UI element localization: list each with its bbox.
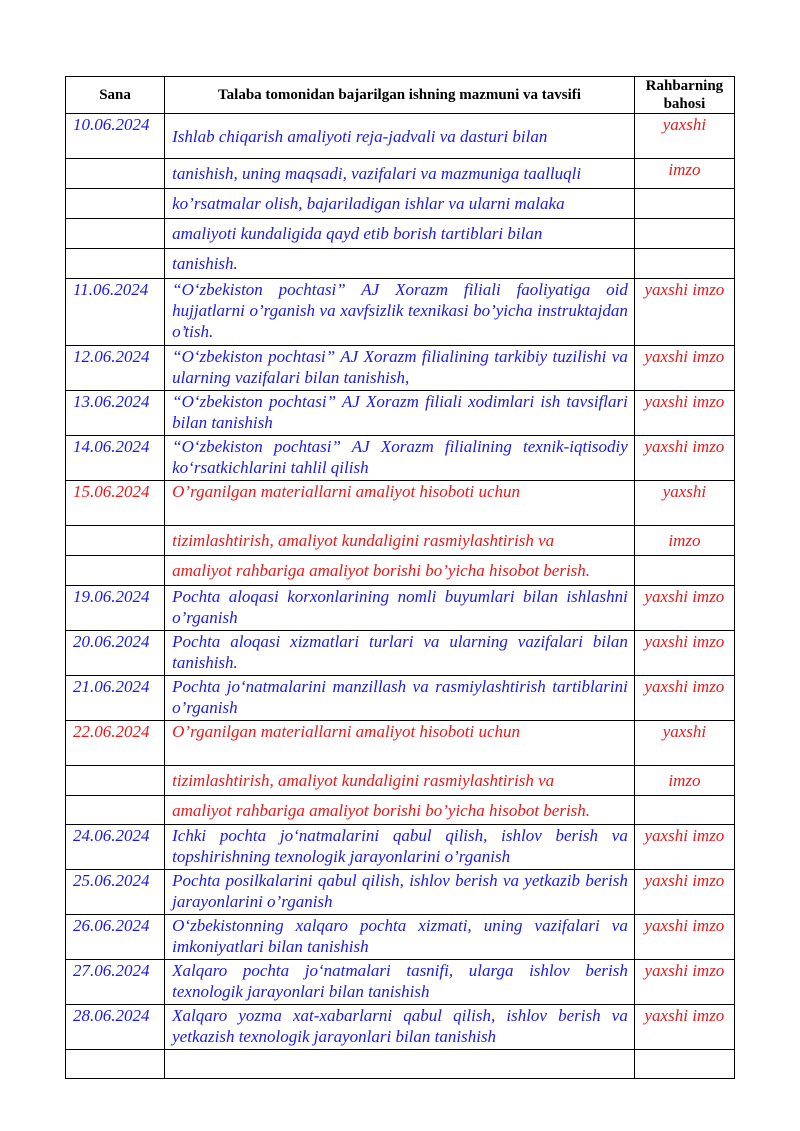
table-row	[66, 391, 735, 436]
header-grade: Rahbarning bahosi	[634, 77, 734, 114]
row-date: 24.06.2024	[66, 825, 165, 870]
row-work: Xalqaro pochta jo‘natmalari tasnifi, ularga ishlov berish texnologik jarayonlari bilan tanishish	[165, 960, 635, 1005]
table-row	[66, 915, 735, 960]
row-work: tanishish, uning maqsadi, vazifalari va mazmuniga taalluqli	[165, 159, 635, 189]
row-date	[66, 556, 165, 586]
row-grade: yaxshi imzo	[634, 915, 734, 960]
header-date: Sana	[66, 77, 165, 114]
table-row	[66, 279, 735, 346]
table-row	[66, 114, 735, 159]
row-grade: yaxshi	[634, 721, 734, 766]
header-work: Talaba tomonidan bajarilgan ishning mazmuni va tavsifi	[165, 77, 635, 114]
row-grade: yaxshi imzo	[634, 279, 734, 346]
row-grade	[634, 219, 734, 249]
row-date: 28.06.2024	[66, 1005, 165, 1050]
table-row	[66, 870, 735, 915]
row-grade: yaxshi imzo	[634, 960, 734, 1005]
row-work: tizimlashtirish, amaliyot kundaligini rasmiylashtirish va	[165, 766, 635, 796]
row-grade: yaxshi imzo	[634, 436, 734, 481]
row-date	[66, 1050, 165, 1079]
row-work	[165, 1050, 635, 1079]
table-row	[66, 346, 735, 391]
table-row	[66, 825, 735, 870]
row-work: O’rganilgan materiallarni amaliyot hisoboti uchun	[165, 721, 635, 766]
row-grade: imzo	[634, 766, 734, 796]
row-work: Ichki pochta jo‘natmalarini qabul qilish, ishlov berish va topshirishning texnologik jarayonlarini o’rganish	[165, 825, 635, 870]
table-row	[66, 796, 735, 825]
row-work: O‘zbekistonning xalqaro pochta xizmati, uning vazifalari va imkoniyatlari bilan tanishish	[165, 915, 635, 960]
table-row	[66, 586, 735, 631]
row-grade	[634, 556, 734, 586]
row-grade: yaxshi imzo	[634, 586, 734, 631]
row-grade	[634, 1050, 734, 1079]
row-work: Ishlab chiqarish amaliyoti reja-jadvali va dasturi bilan	[165, 114, 635, 159]
row-grade	[634, 189, 734, 219]
table-row	[66, 631, 735, 676]
row-grade	[634, 796, 734, 825]
table-row	[66, 436, 735, 481]
row-work: O’rganilgan materiallarni amaliyot hisoboti uchun	[165, 481, 635, 526]
table-row	[66, 960, 735, 1005]
row-work: Xalqaro yozma xat-xabarlarni qabul qilish, ishlov berish va yetkazish texnologik jarayonlari bilan tanishish	[165, 1005, 635, 1050]
row-date	[66, 526, 165, 556]
row-work: tanishish.	[165, 249, 635, 279]
table-row	[66, 1005, 735, 1050]
table-row	[66, 766, 735, 796]
table-row	[66, 676, 735, 721]
row-grade	[634, 249, 734, 279]
table-row	[66, 219, 735, 249]
table-row	[66, 556, 735, 586]
table-header-row	[66, 77, 735, 114]
row-work: “O‘zbekiston pochtasi” AJ Xorazm filiali xodimlari ish tavsiflari bilan tanishish	[165, 391, 635, 436]
row-work: Pochta posilkalarini qabul qilish, ishlov berish va yetkazib berish jarayonlarini o’rganish	[165, 870, 635, 915]
table-row	[66, 526, 735, 556]
row-work: Pochta jo‘natmalarini manzillash va rasmiylashtirish tartiblarini o’rganish	[165, 676, 635, 721]
row-grade: imzo	[634, 159, 734, 189]
row-work: amaliyot rahbariga amaliyot borishi bo’yicha hisobot berish.	[165, 796, 635, 825]
row-date	[66, 219, 165, 249]
row-grade: yaxshi imzo	[634, 825, 734, 870]
row-work: ko’rsatmalar olish, bajariladigan ishlar va ularni malaka	[165, 189, 635, 219]
row-work: “O‘zbekiston pochtasi” AJ Xorazm filialining tarkibiy tuzilishi va ularning vazifalari bilan tanishish,	[165, 346, 635, 391]
row-work: “O‘zbekiston pochtasi” AJ Xorazm filialining texnik-iqtisodiy ko‘rsatkichlarini tahlil qilish	[165, 436, 635, 481]
row-work: amaliyot rahbariga amaliyot borishi bo’yicha hisobot berish.	[165, 556, 635, 586]
row-work: Pochta aloqasi xizmatlari turlari va ularning vazifalari bilan tanishish.	[165, 631, 635, 676]
row-date: 21.06.2024	[66, 676, 165, 721]
practice-log-table	[65, 76, 735, 1079]
table-row	[66, 249, 735, 279]
row-date	[66, 189, 165, 219]
row-grade: yaxshi	[634, 114, 734, 159]
row-date: 20.06.2024	[66, 631, 165, 676]
table-row	[66, 159, 735, 189]
row-work: tizimlashtirish, amaliyot kundaligini rasmiylashtirish va	[165, 526, 635, 556]
row-date	[66, 249, 165, 279]
row-date: 13.06.2024	[66, 391, 165, 436]
row-grade: yaxshi imzo	[634, 870, 734, 915]
row-date: 11.06.2024	[66, 279, 165, 346]
row-work: “O‘zbekiston pochtasi” AJ Xorazm filiali faoliyatiga oid hujjatlarni o’rganish va xavfsizlik texnikasi bo’yicha instruktajdan o’tish.	[165, 279, 635, 346]
table-row	[66, 189, 735, 219]
row-grade: yaxshi imzo	[634, 631, 734, 676]
row-date: 12.06.2024	[66, 346, 165, 391]
row-date: 25.06.2024	[66, 870, 165, 915]
table-row	[66, 481, 735, 526]
table-row	[66, 1050, 735, 1079]
row-grade: imzo	[634, 526, 734, 556]
row-work: Pochta aloqasi korxonlarining nomli buyumlari bilan ishlashni o’rganish	[165, 586, 635, 631]
row-date: 22.06.2024	[66, 721, 165, 766]
row-work: amaliyoti kundaligida qayd etib borish tartiblari bilan	[165, 219, 635, 249]
row-grade: yaxshi imzo	[634, 346, 734, 391]
row-grade: yaxshi imzo	[634, 676, 734, 721]
table-row	[66, 721, 735, 766]
row-date: 26.06.2024	[66, 915, 165, 960]
row-date: 27.06.2024	[66, 960, 165, 1005]
row-date: 14.06.2024	[66, 436, 165, 481]
row-date	[66, 159, 165, 189]
row-date: 10.06.2024	[66, 114, 165, 159]
row-grade: yaxshi imzo	[634, 1005, 734, 1050]
row-date: 15.06.2024	[66, 481, 165, 526]
row-date: 19.06.2024	[66, 586, 165, 631]
row-grade: yaxshi imzo	[634, 391, 734, 436]
row-grade: yaxshi	[634, 481, 734, 526]
row-date	[66, 796, 165, 825]
row-date	[66, 766, 165, 796]
